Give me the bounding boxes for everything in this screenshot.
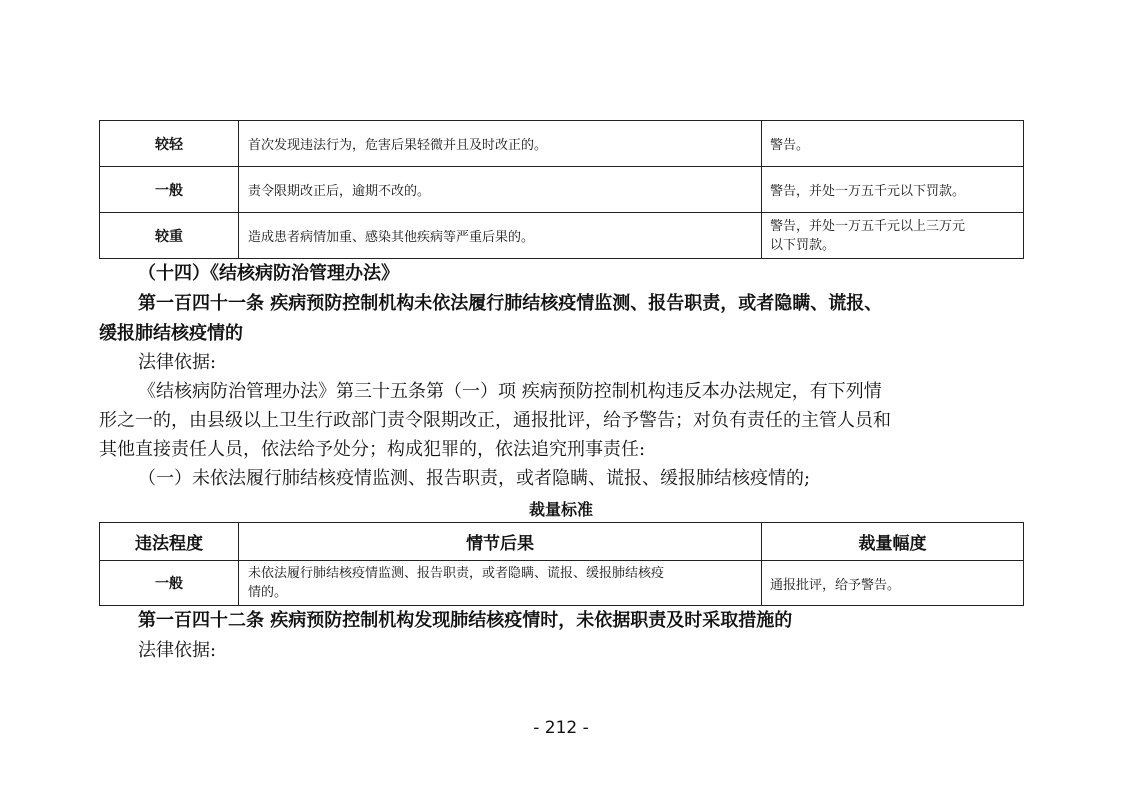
violation-level-cell: 一般 [100, 561, 239, 606]
circumstance-cell: 首次发现违法行为，危害后果轻微并且及时改正的。 [239, 121, 762, 167]
violation-level-cell: 较轻 [100, 121, 239, 167]
penalty-cell [762, 213, 1024, 259]
section-title: （十四）《结核病防治管理办法》 [138, 263, 399, 284]
circumstance-cell: 责令限期改正后，逾期不改的。 [239, 167, 762, 213]
article-141-title-cont: 缓报肺结核疫情的 [99, 323, 243, 344]
table-row [100, 213, 1024, 259]
header-penalty-range: 裁量幅度 [762, 523, 1024, 561]
violation-level-cell: 一般 [100, 167, 239, 213]
header-circumstance: 情节后果 [239, 523, 762, 561]
circumstance-cell [239, 561, 762, 606]
circumstance-cell: 造成患者病情加重、感染其他疾病等严重后果的。 [239, 213, 762, 259]
table-header-row [100, 523, 1024, 561]
article-141-title: 第一百四十一条 疾病预防控制机构未依法履行肺结核疫情监测、报告职责，或者隐瞒、谎报、 [138, 293, 883, 314]
legal-basis-label: 法律依据: [138, 352, 217, 373]
penalty-line: 警告，并处一万五千元以上三万元 [770, 218, 966, 234]
legal-basis-item: （一）未依法履行肺结核疫情监测、报告职责，或者隐瞒、谎报、缓报肺结核疫情的; [138, 468, 811, 489]
penalty-cell: 警告。 [762, 121, 1024, 167]
header-violation-level: 违法程度 [100, 523, 239, 561]
penalty-cell: 通报批评，给予警告。 [762, 561, 1024, 606]
penalty-line: 以下罚款。 [770, 237, 836, 253]
table-caption: 裁量标准 [528, 500, 593, 519]
table-row [100, 167, 1024, 213]
penalty-table-top [99, 120, 1024, 259]
legal-basis-label: 法律依据: [138, 640, 217, 661]
legal-basis-text: 《结核病防治管理办法》第三十五条第（一）项 疾病预防控制机构违反本办法规定，有下列情 [138, 381, 882, 402]
page-number: - 212 - [533, 718, 589, 738]
circumstance-line: 情的。 [248, 585, 288, 600]
table-row [100, 121, 1024, 167]
legal-basis-text: 其他直接责任人员，依法给予处分；构成犯罪的，依法追究刑事责任: [99, 439, 646, 460]
discretion-standard-table [99, 522, 1024, 606]
article-142-title: 第一百四十二条 疾病预防控制机构发现肺结核疫情时，未依据职责及时采取措施的 [138, 610, 793, 631]
circumstance-line: 未依法履行肺结核疫情监测、报告职责，或者隐瞒、谎报、缓报肺结核疫 [248, 566, 665, 581]
violation-level-cell: 较重 [100, 213, 239, 259]
legal-basis-text: 形之一的，由县级以上卫生行政部门责令限期改正，通报批评，给予警告；对负有责任的主管人员和 [99, 410, 891, 431]
penalty-cell: 警告，并处一万五千元以下罚款。 [762, 167, 1024, 213]
table-row [100, 561, 1024, 606]
